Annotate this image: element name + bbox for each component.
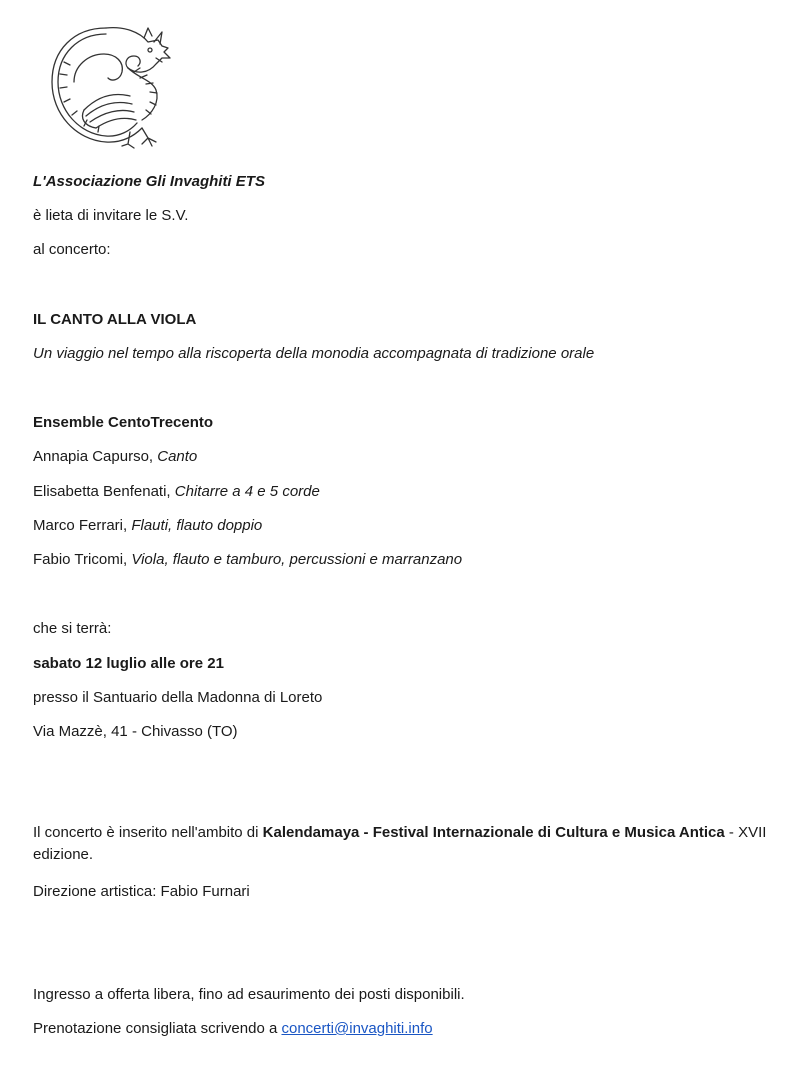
event-intro: che si terrà:	[33, 620, 112, 637]
ensemble-member	[33, 483, 320, 501]
festival-prefix: Il concerto è inserito nell'ambito di	[33, 824, 263, 841]
ensemble-member	[33, 517, 262, 535]
event-date: sabato 12 luglio alle ore 21	[33, 655, 224, 672]
email-link[interactable]: concerti@invaghiti.info	[281, 1020, 433, 1037]
member-role: Flauti, flauto doppio	[131, 517, 263, 534]
member-name: Marco Ferrari,	[33, 517, 132, 534]
association-name: L'Associazione Gli Invaghiti ETS	[33, 173, 265, 190]
event-address: Via Mazzè, 41 - Chivasso (TO)	[33, 723, 238, 740]
ensemble-member	[33, 448, 197, 466]
member-role: Canto	[157, 448, 198, 465]
member-name: Annapia Capurso,	[33, 448, 158, 465]
concert-intro: al concerto:	[33, 241, 111, 258]
event-venue: presso il Santuario della Madonna di Loreto	[33, 689, 323, 706]
member-name: Fabio Tricomi,	[33, 551, 132, 568]
concert-subtitle: Un viaggio nel tempo alla riscoperta della monodia accompagnata di tradizione orale	[33, 345, 595, 362]
dragon-ouroboros-logo	[44, 22, 174, 150]
ensemble-name: Ensemble CentoTrecento	[33, 414, 214, 431]
festival-suffix: - XVII edizione.	[33, 824, 767, 863]
member-role: Viola, flauto e tamburo, percussioni e marranzano	[131, 551, 463, 568]
member-name: Elisabetta Benfenati,	[33, 483, 175, 500]
artistic-direction: Direzione artistica: Fabio Furnari	[33, 883, 250, 900]
booking-info	[33, 1020, 433, 1038]
concert-title: IL CANTO ALLA VIOLA	[33, 311, 197, 328]
booking-prefix: Prenotazione consigliata scrivendo a	[33, 1020, 282, 1037]
invite-line: è lieta di invitare le S.V.	[33, 207, 189, 224]
ensemble-member	[33, 551, 462, 569]
member-role: Chitarre a 4 e 5 corde	[174, 483, 320, 500]
festival-paragraph	[33, 822, 768, 866]
festival-name: Kalendamaya - Festival Internazionale di Cultura e Musica Antica	[262, 824, 725, 841]
entry-info: Ingresso a offerta libera, fino ad esaurimento dei posti disponibili.	[33, 986, 465, 1003]
